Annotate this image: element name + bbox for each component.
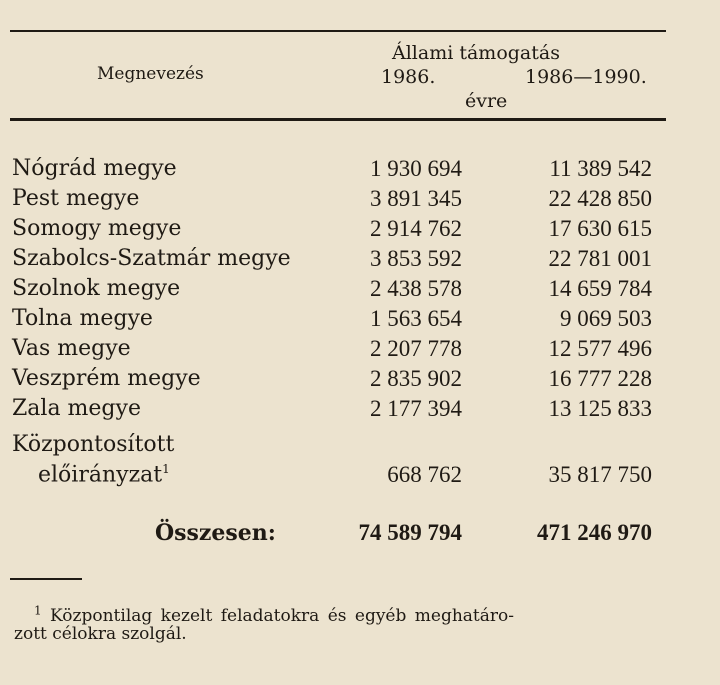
value-1986-1990: 13 125 833 <box>548 396 652 421</box>
header-year-1986: 1986. <box>381 66 436 88</box>
value-1986-1990: 16 777 228 <box>548 366 652 391</box>
value-1986-1990: 22 781 001 <box>548 246 652 271</box>
row-name: Pest megye <box>12 186 140 211</box>
table-row <box>12 156 720 186</box>
footnote <box>14 598 664 644</box>
value-1986: 2 438 578 <box>370 276 462 301</box>
header-year-1986-1990: 1986—1990. <box>525 66 647 88</box>
table-row <box>12 276 720 306</box>
row-name: előirányzat <box>38 462 163 488</box>
total-row <box>12 520 720 550</box>
total-1986: 74 589 794 <box>358 520 462 545</box>
value-1986: 668 762 <box>387 462 462 487</box>
table-row <box>12 186 720 216</box>
central-row-line1 <box>12 432 720 462</box>
value-1986: 2 914 762 <box>370 216 462 241</box>
value-1986-1990: 17 630 615 <box>548 216 652 241</box>
footnote-rule <box>10 578 82 580</box>
footnote-line2: zott célokra szolgál. <box>14 624 187 644</box>
header-unit: évre <box>465 90 508 112</box>
value-1986: 1 563 654 <box>370 306 462 331</box>
value-1986: 2 835 902 <box>370 366 462 391</box>
table-row <box>12 216 720 246</box>
row-name: Tolna megye <box>12 306 153 331</box>
header-col-name: Megnevezés <box>97 64 204 84</box>
row-name: Veszprém megye <box>12 366 201 391</box>
row-name: Somogy megye <box>12 216 182 241</box>
value-1986-1990: 12 577 496 <box>548 336 652 361</box>
row-name: Szolnok megye <box>12 276 181 301</box>
value-1986: 1 930 694 <box>370 156 462 181</box>
value-1986-1990: 22 428 850 <box>548 186 652 211</box>
value-1986-1990: 14 659 784 <box>548 276 652 301</box>
footnote-mark: 1 <box>34 603 42 617</box>
row-name: Zala megye <box>12 396 141 421</box>
value-1986: 3 853 592 <box>370 246 462 271</box>
table-row <box>12 396 720 426</box>
value-1986: 3 891 345 <box>370 186 462 211</box>
table-row <box>12 366 720 396</box>
table-row <box>12 246 720 276</box>
table-row <box>12 336 720 366</box>
value-1986-1990: 35 817 750 <box>548 462 652 487</box>
value-1986: 2 207 778 <box>370 336 462 361</box>
header-group-title: Állami támogatás <box>392 42 560 64</box>
central-row-line2 <box>12 462 720 492</box>
footnote-ref: 1 <box>162 462 170 476</box>
top-rule <box>10 30 666 32</box>
table-row <box>12 306 720 336</box>
value-1986-1990: 9 069 503 <box>560 306 652 331</box>
header-rule <box>10 118 666 121</box>
value-1986: 2 177 394 <box>370 396 462 421</box>
row-name: Vas megye <box>12 336 131 361</box>
row-name: Szabolcs-Szatmár megye <box>12 246 291 271</box>
total-1986-1990: 471 246 970 <box>537 520 652 545</box>
total-label: Összesen: <box>155 520 276 546</box>
row-name: Központosított <box>12 432 175 457</box>
footnote-line1: Központilag kezelt feladatokra és egyéb meghatáro- <box>50 605 515 626</box>
row-name: Nógrád megye <box>12 156 177 181</box>
value-1986-1990: 11 389 542 <box>549 156 652 181</box>
